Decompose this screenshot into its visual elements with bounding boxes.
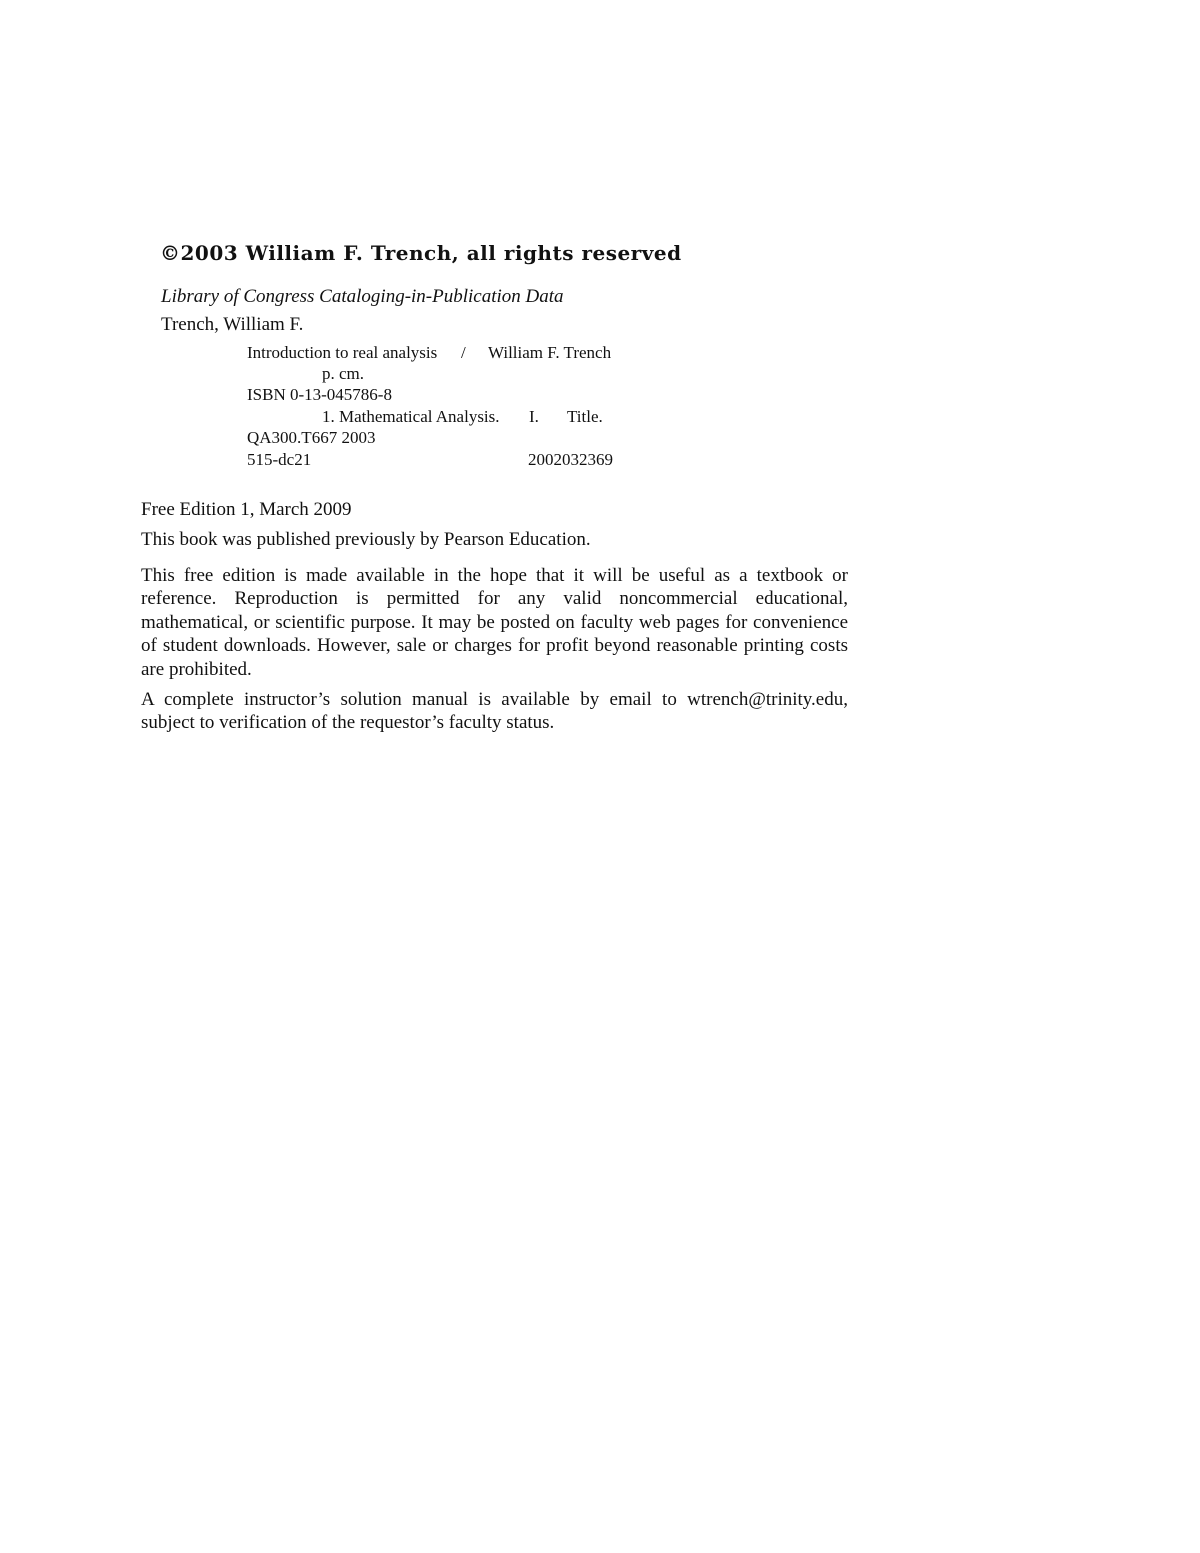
cip-pcm: p. cm.	[322, 364, 365, 383]
cip-subject: 1. Mathematical Analysis.	[322, 407, 500, 426]
license-paragraph: This free edition is made available in the hope that it will be useful as a textbook or reference. Reproduction is permitted for any valid noncommercial educational, mathematical, or scientific purpose. It may be posted on faculty web pages for convenience of student downloads. However, sale or charges for profit beyond reasonable printing costs are prohibited.	[141, 565, 848, 680]
cip-slash: /	[461, 343, 466, 362]
cip-title-word: Title.	[567, 407, 603, 426]
publisher-note: This book was published previously by Pearson Education.	[141, 529, 591, 550]
cip-heading: Library of Congress Cataloging-in-Publication Data	[161, 286, 564, 307]
cip-author: Trench, William F.	[161, 314, 304, 335]
cip-dewey: 515-dc21	[247, 450, 312, 469]
copyright-line: ©2003 William F. Trench, all rights reserved	[160, 241, 682, 265]
cip-title: Introduction to real analysis	[247, 343, 438, 362]
solution-manual-paragraph: A complete instructor’s solution manual is available by email to wtrench@trinity.edu, subject to verification of the requestor’s faculty status.	[141, 689, 848, 734]
cip-call-number: QA300.T667 2003	[247, 428, 376, 447]
cip-by-author: William F. Trench	[488, 343, 612, 362]
cip-roman: I.	[529, 407, 539, 426]
edition-line: Free Edition 1, March 2009	[141, 499, 352, 520]
cip-isbn: ISBN 0-13-045786-8	[247, 385, 392, 404]
cip-lccn: 2002032369	[528, 450, 613, 469]
